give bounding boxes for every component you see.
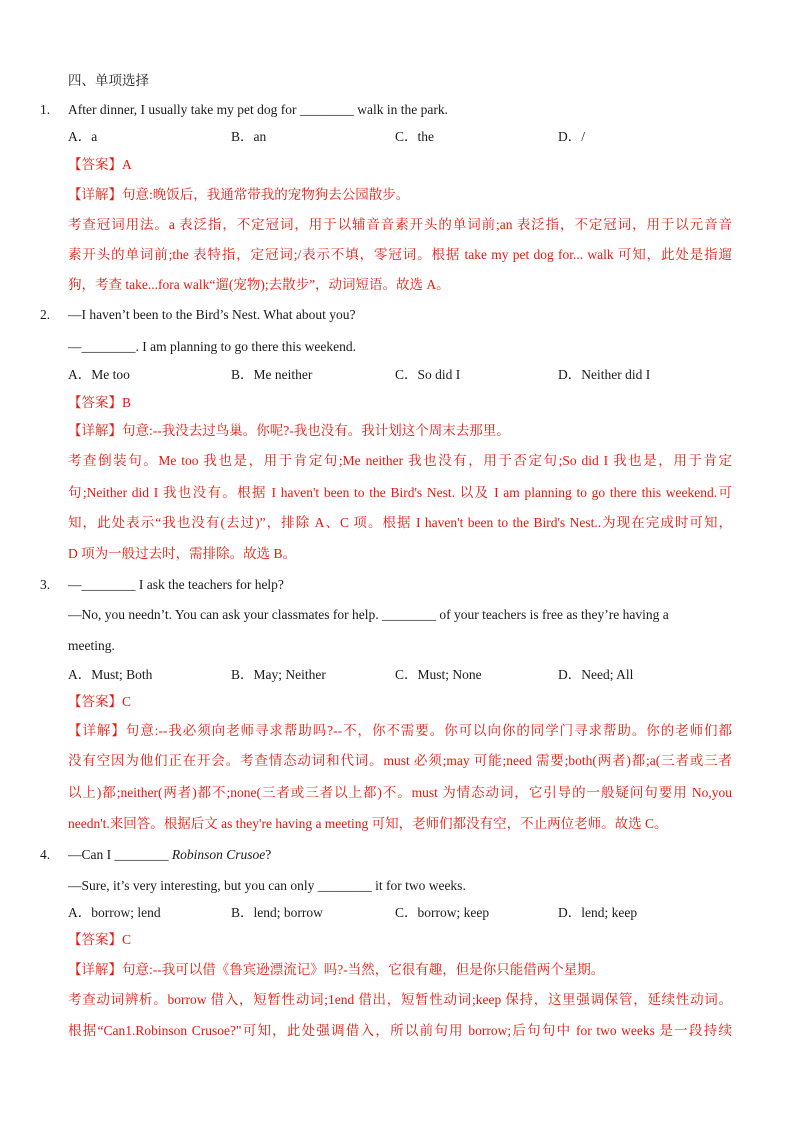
detail-text: 狗，考查 take...fora walk“遛(宠物);去散步”，动词短语。故选 A。 bbox=[68, 277, 450, 292]
detail-label: 【详解】 bbox=[68, 423, 122, 438]
option-b: B．lend; borrow bbox=[231, 905, 323, 920]
option-a: A．Me too bbox=[68, 367, 130, 382]
question-stem: —I haven’t been to the Bird’s Nest. What about you? bbox=[68, 307, 356, 322]
answer-line bbox=[68, 931, 131, 949]
question-stem-part: —Can I ________ bbox=[68, 847, 172, 862]
detail-text: D 项为一般过去时，需排除。故选 B。 bbox=[68, 546, 297, 561]
answer-label: 【答案】 bbox=[68, 157, 122, 172]
detail-text: 句;Neither did I 我也没有。根据 I haven't been to the Bird's Nest. 以及 I am planning to go there this weekend.可 bbox=[68, 485, 732, 500]
detail-text: 根据“Can1.Robinson Crusoe?"可知，此处强调借入，所以前句用 borrow;后句句中 for two weeks 是一段持续 bbox=[68, 1023, 732, 1038]
detail-line bbox=[68, 422, 510, 440]
question-stem: meeting. bbox=[68, 638, 115, 653]
option-d: D．Neither did I bbox=[558, 367, 651, 382]
question-stem: —________ I ask the teachers for help? bbox=[68, 577, 284, 592]
detail-text: 句意:--我没去过鸟巢。你呢?-我也没有。我计划这个周末去那里。 bbox=[122, 423, 510, 438]
detail-line bbox=[68, 722, 732, 740]
detail-text: 考查冠词用法。a 表泛指，不定冠词，用于以辅音音素开头的单词前;an 表泛指，不定冠词，用于以元音音 bbox=[68, 217, 732, 232]
question-stem: —________. I am planning to go there this weekend. bbox=[68, 339, 356, 354]
detail-text: 考查动词辨析。borrow 借入，短暂性动词;1end 借出，短暂性动词;keep 保持，这里强调保管，延续性动词。 bbox=[68, 992, 732, 1007]
option-b: B．May; Neither bbox=[231, 667, 326, 682]
option-c: C．Must; None bbox=[395, 667, 482, 682]
option-c: C．the bbox=[395, 129, 434, 144]
detail-label: 【详解】 bbox=[68, 723, 126, 738]
detail-line bbox=[68, 186, 409, 204]
question-number: 3. bbox=[40, 577, 51, 592]
option-a: A．borrow; lend bbox=[68, 905, 161, 920]
answer-label: 【答案】 bbox=[68, 932, 122, 947]
option-b: B．Me neither bbox=[231, 367, 313, 382]
question-stem bbox=[68, 846, 271, 864]
option-d: D．Need; All bbox=[558, 667, 634, 682]
question-stem: After dinner, I usually take my pet dog for ________ walk in the park. bbox=[68, 102, 448, 117]
option-c: C．borrow; keep bbox=[395, 905, 490, 920]
detail-text: 句意:晚饭后，我通常带我的宠物狗去公园散步。 bbox=[122, 187, 410, 202]
question-number: 1. bbox=[40, 102, 51, 117]
detail-line bbox=[68, 961, 604, 979]
detail-text: 没有空因为他们正在开会。考查情态动词和代词。must 必须;may 可能;need 需要;both(两者)都;a(三者或三者 bbox=[68, 753, 732, 768]
question-stem-part: ? bbox=[265, 847, 272, 862]
answer-line bbox=[68, 394, 131, 412]
question-number: 4. bbox=[40, 847, 51, 862]
option-a: A．a bbox=[68, 129, 98, 144]
detail-text: 素开头的单词前;the 表特指，定冠词;/表示不填，零冠词。根据 take my pet dog for... walk 可知，此处是指遛 bbox=[68, 247, 732, 262]
section-title: 四、单项选择 bbox=[68, 73, 149, 88]
detail-label: 【详解】 bbox=[68, 962, 122, 977]
answer-line bbox=[68, 156, 132, 174]
detail-text: needn't.来回答。根据后文 as they're having a meeting 可知，老师们都没有空，不止两位老师。故选 C。 bbox=[68, 816, 668, 831]
option-d: D．/ bbox=[558, 129, 585, 144]
detail-text: 以上)都;neither(两者)都不;none(三者或三者以上都)不。must 为情态动词，它引导的一般疑问句要用 No,you bbox=[68, 785, 732, 800]
detail-text: 考查倒装句。Me too 我也是，用于肯定句;Me neither 我也没有，用于否定句;So did I 我也是，用于肯定 bbox=[68, 453, 732, 468]
question-number: 2. bbox=[40, 307, 51, 322]
answer-label: 【答案】 bbox=[68, 395, 122, 410]
option-b: B．an bbox=[231, 129, 267, 144]
detail-label: 【详解】 bbox=[68, 187, 122, 202]
detail-text: 知，此处表示“我也没有(去过)”，排除 A、C 项。根据 I haven't been to the Bird's Nest..为现在完成时可知， bbox=[68, 515, 732, 530]
answer-label: 【答案】 bbox=[68, 694, 122, 709]
detail-text: 句意:--我可以借《鲁宾逊漂流记》吗?-当然，它很有趣，但是你只能借两个星期。 bbox=[122, 962, 605, 977]
answer-value: A bbox=[122, 157, 132, 172]
question-stem: —Sure, it’s very interesting, but you can only ________ it for two weeks. bbox=[68, 878, 466, 893]
option-c: C．So did I bbox=[395, 367, 461, 382]
book-title: Robinson Crusoe bbox=[171, 847, 266, 862]
detail-text: 句意:--我必须向老师寻求帮助吗?--不，你不需要。你可以向你的同学门寻求帮助。你的老师们都 bbox=[125, 723, 732, 738]
answer-value: B bbox=[122, 395, 132, 410]
option-a: A．Must; Both bbox=[68, 667, 153, 682]
question-stem: —No, you needn’t. You can ask your classmates for help. ________ of your teachers is free as they’re having a bbox=[68, 607, 669, 622]
option-d: D．lend; keep bbox=[558, 905, 638, 920]
answer-value: C bbox=[122, 932, 132, 947]
answer-value: C bbox=[122, 694, 132, 709]
answer-line bbox=[68, 693, 131, 711]
